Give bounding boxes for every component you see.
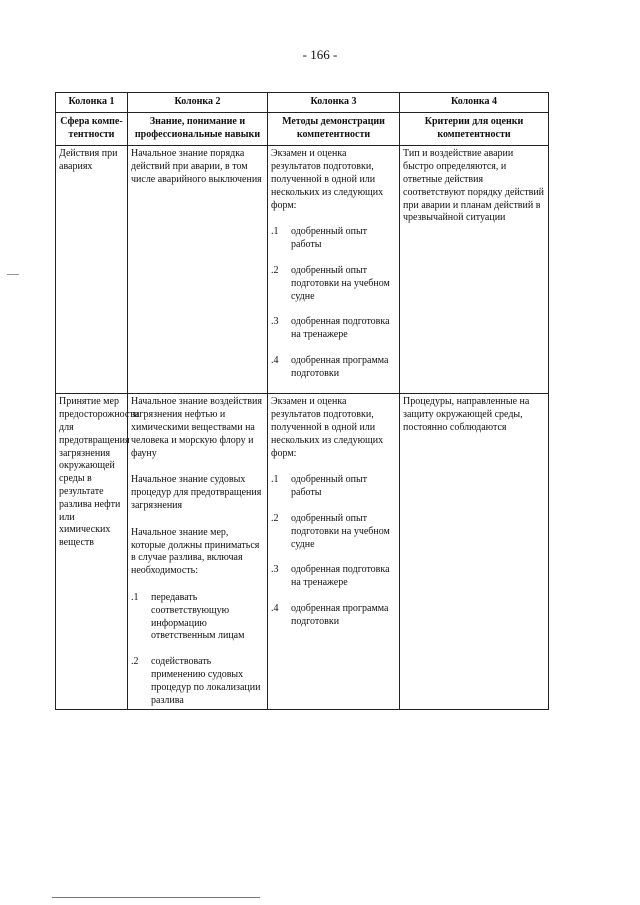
knowledge-cell <box>128 394 268 710</box>
list-item <box>271 355 396 381</box>
list-text: одобренный опыт работы <box>291 226 368 251</box>
subheader-knowledge: Знание, понимание и профессиональные навыки <box>128 112 268 146</box>
knowledge-paragraph: Начальное знание мер, которые должны приниматься в случае разлива, включая необходимость: <box>131 526 260 577</box>
list-item <box>271 564 396 590</box>
knowledge-paragraph: Начальное знание порядка действий при аварии, в том числе аварийного выключения <box>131 148 262 185</box>
list-number: .1 <box>131 591 139 603</box>
competence-table <box>55 92 549 710</box>
list-number: .2 <box>131 656 139 668</box>
list-text: одобренный опыт работы <box>291 474 368 499</box>
list-number: .3 <box>271 316 279 328</box>
list-text: одобренный опыт подготовки на учебном судне <box>291 264 390 302</box>
list-item <box>271 474 396 500</box>
list-item <box>131 656 264 707</box>
column-header-3: Колонка 3 <box>268 93 400 113</box>
list-number: .3 <box>271 564 279 576</box>
methods-intro: Экзамен и оценка результатов подготовки, полученной в одной или нескольких из следующих форм: <box>271 396 384 459</box>
subheader-competence-area: Сфера компе-тентности <box>56 112 128 146</box>
criteria-cell: Тип и воздействие аварии быстро определяются, и ответные действия соответствуют порядку действий при аварии и планам действий в чрезвычайной ситуации <box>400 146 549 394</box>
list-text: передавать соответствующую информацию ответственным лицам <box>151 591 245 642</box>
list-item <box>271 226 396 252</box>
competence-area-cell: Принятие мер предосторожности для предотвращения загрязнения окружающей среды в результате разлива нефти или химических веществ <box>56 394 128 710</box>
list-item <box>131 592 264 643</box>
subheader-evaluation-criteria: Критерии для оценки компетентности <box>400 112 549 146</box>
methods-cell <box>268 394 400 710</box>
knowledge-paragraph: Начальное знание воздействия загрязнения нефтью и химическими веществами на человека и морскую флору и фауну <box>131 396 262 459</box>
knowledge-paragraph: Начальное знание судовых процедур для предотвращения загрязнения <box>131 474 262 511</box>
column-header-1: Колонка 1 <box>56 93 128 113</box>
list-text: одобренный опыт подготовки на учебном судне <box>291 512 390 550</box>
list-number: .4 <box>271 602 279 614</box>
knowledge-list <box>131 592 264 707</box>
page-number: - 166 - <box>302 47 338 62</box>
methods-list <box>271 226 396 380</box>
list-text: одобренная программа подготовки <box>291 354 389 379</box>
table-row <box>56 146 549 394</box>
list-number: .2 <box>271 264 279 276</box>
list-text: одобренная программа подготовки <box>291 602 389 627</box>
knowledge-cell <box>128 146 268 394</box>
methods-list <box>271 474 396 628</box>
list-text: одобренная подготовка на тренажере <box>291 564 390 589</box>
list-number: .2 <box>271 512 279 524</box>
list-item <box>271 265 396 303</box>
footnote-rule <box>52 897 260 898</box>
subheader-row <box>56 112 549 146</box>
criteria-cell: Процедуры, направленные на защиту окружающей среды, постоянно соблюдаются <box>400 394 549 710</box>
column-number-row <box>56 93 549 113</box>
subheader-demonstration-methods: Методы демонстрации компетентности <box>268 112 400 146</box>
methods-intro: Экзамен и оценка результатов подготовки, полученной в одной или нескольких из следующих форм: <box>271 148 384 211</box>
competence-area-cell: Действия при авариях <box>56 146 128 394</box>
list-text: одобренная подготовка на тренажере <box>291 316 390 341</box>
table-row <box>56 394 549 710</box>
list-item <box>271 513 396 551</box>
list-number: .1 <box>271 474 279 486</box>
methods-cell <box>268 146 400 394</box>
column-header-2: Колонка 2 <box>128 93 268 113</box>
list-text: содействовать применению судовых процедур по локализации разлива <box>151 656 261 706</box>
list-item <box>271 603 396 629</box>
column-header-4: Колонка 4 <box>400 93 549 113</box>
margin-mark <box>7 274 19 275</box>
list-number: .4 <box>271 354 279 366</box>
list-number: .1 <box>271 226 279 238</box>
list-item <box>271 316 396 342</box>
